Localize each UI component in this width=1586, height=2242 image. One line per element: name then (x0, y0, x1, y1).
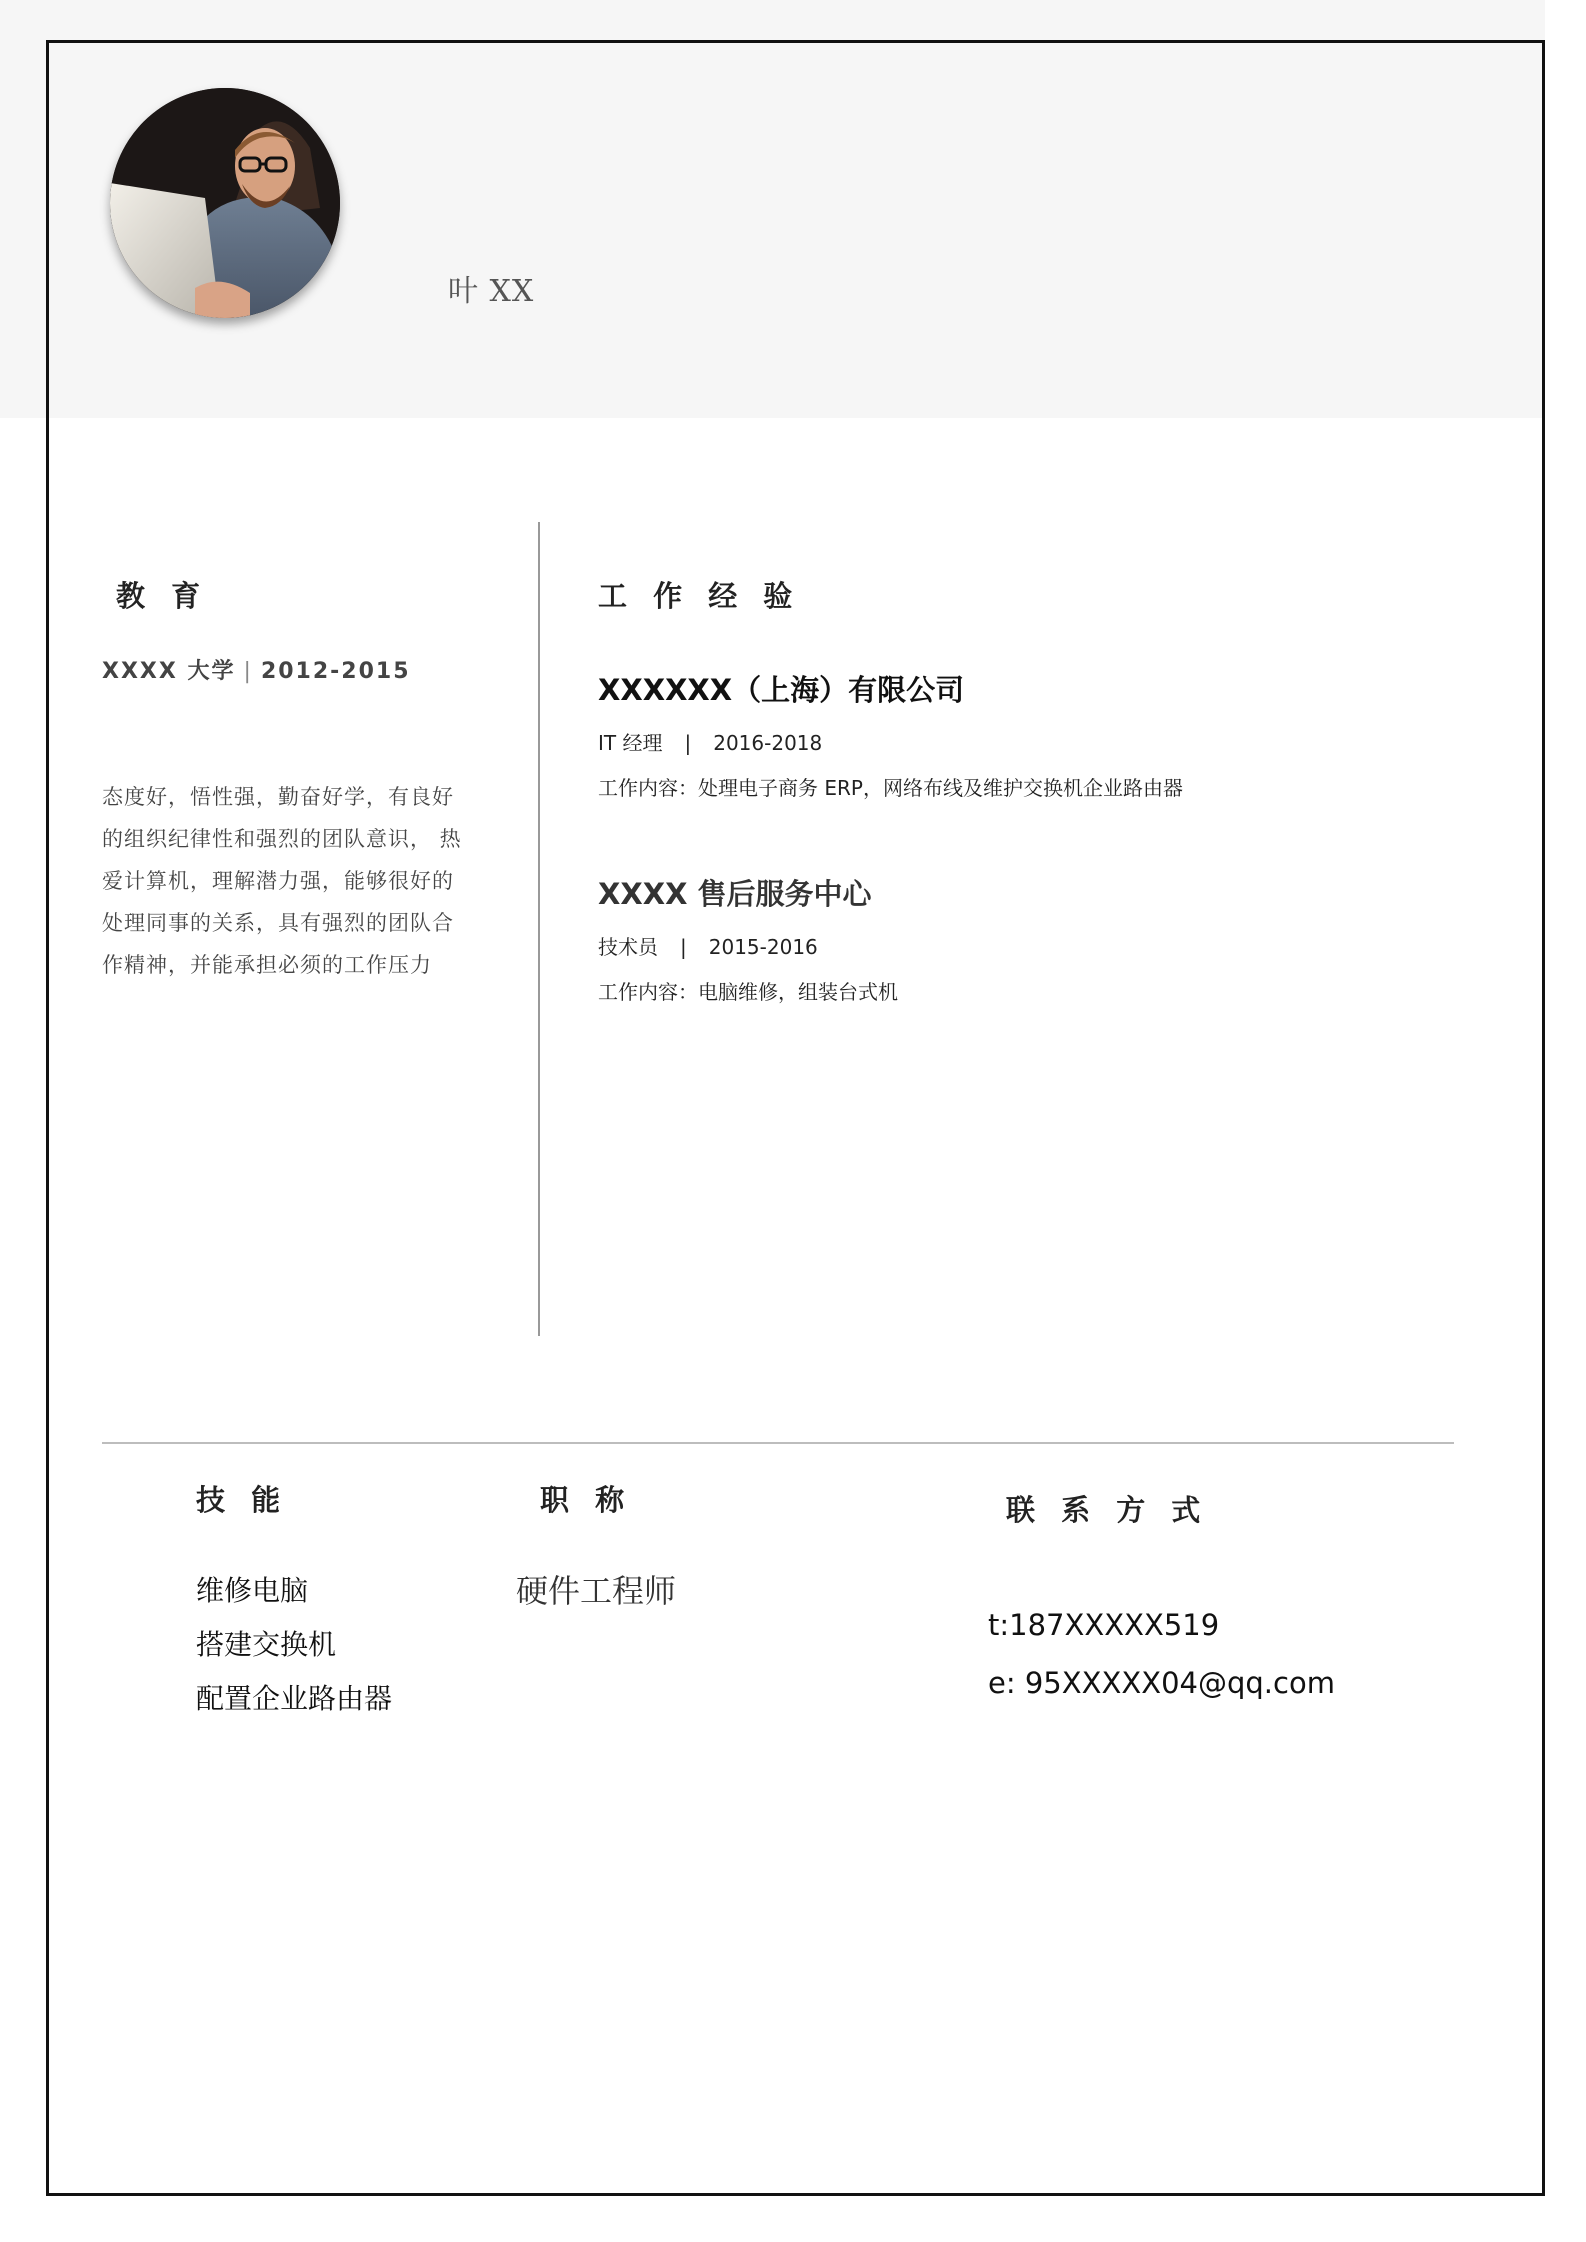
avatar (110, 88, 340, 318)
skills-section-title: 技 能 (196, 1483, 289, 1517)
contact-section-title: 联 系 方 式 (1006, 1493, 1209, 1527)
job-company: XXXX 售后服务中心 (598, 877, 872, 911)
job-entry (598, 872, 898, 1005)
job-years: 2016-2018 (713, 731, 823, 755)
education-separator: | (243, 659, 253, 684)
job-role: 技术员 (598, 935, 658, 959)
experience-section-title: 工 作 经 验 (598, 579, 801, 613)
job-meta (598, 727, 1183, 756)
skill-item: 维修电脑 (196, 1574, 309, 1607)
job-company: XXXXXX（上海）有限公司 (598, 673, 965, 707)
job-meta (598, 931, 898, 960)
professional-title-value: 硬件工程师 (516, 1572, 677, 1610)
education-years: 2012-2015 (260, 659, 411, 684)
skill-item: 配置企业路由器 (196, 1682, 393, 1715)
person-name: 叶 XX (448, 274, 535, 309)
avatar-photo-illustration (110, 88, 340, 318)
job-separator: | (680, 935, 687, 959)
job-separator: | (684, 731, 692, 755)
skills-list (196, 1564, 392, 1726)
job-years: 2015-2016 (708, 935, 818, 959)
page-frame (46, 40, 1545, 2196)
self-evaluation-text: 态度好，悟性强，勤奋好学，有良好的组织纪律性和强烈的团队意识， 热爱计算机，理解潜力强，能够很好的处理同事的关系，具有强烈的团队合作精神，并能承担必须的工作压力 (102, 785, 462, 977)
education-school-line (102, 654, 411, 685)
education-section-title: 教 育 (116, 579, 209, 613)
contact-email: e: 95XXXXX04@qq.com (988, 1666, 1335, 1700)
job-entry (598, 668, 1183, 801)
contact-phone: t:187XXXXX519 (988, 1608, 1220, 1642)
education-school: XXXX 大学 (102, 659, 236, 684)
job-role: IT 经理 (598, 731, 663, 755)
section-divider (102, 1442, 1454, 1444)
column-divider (538, 522, 540, 1336)
job-description: 工作内容：处理电子商务 ERP，网络布线及维护交换机企业路由器 (598, 776, 1183, 800)
professional-title-section-title: 职 称 (540, 1483, 633, 1517)
skill-item: 搭建交换机 (196, 1628, 337, 1661)
job-description: 工作内容：电脑维修，组装台式机 (598, 980, 898, 1004)
